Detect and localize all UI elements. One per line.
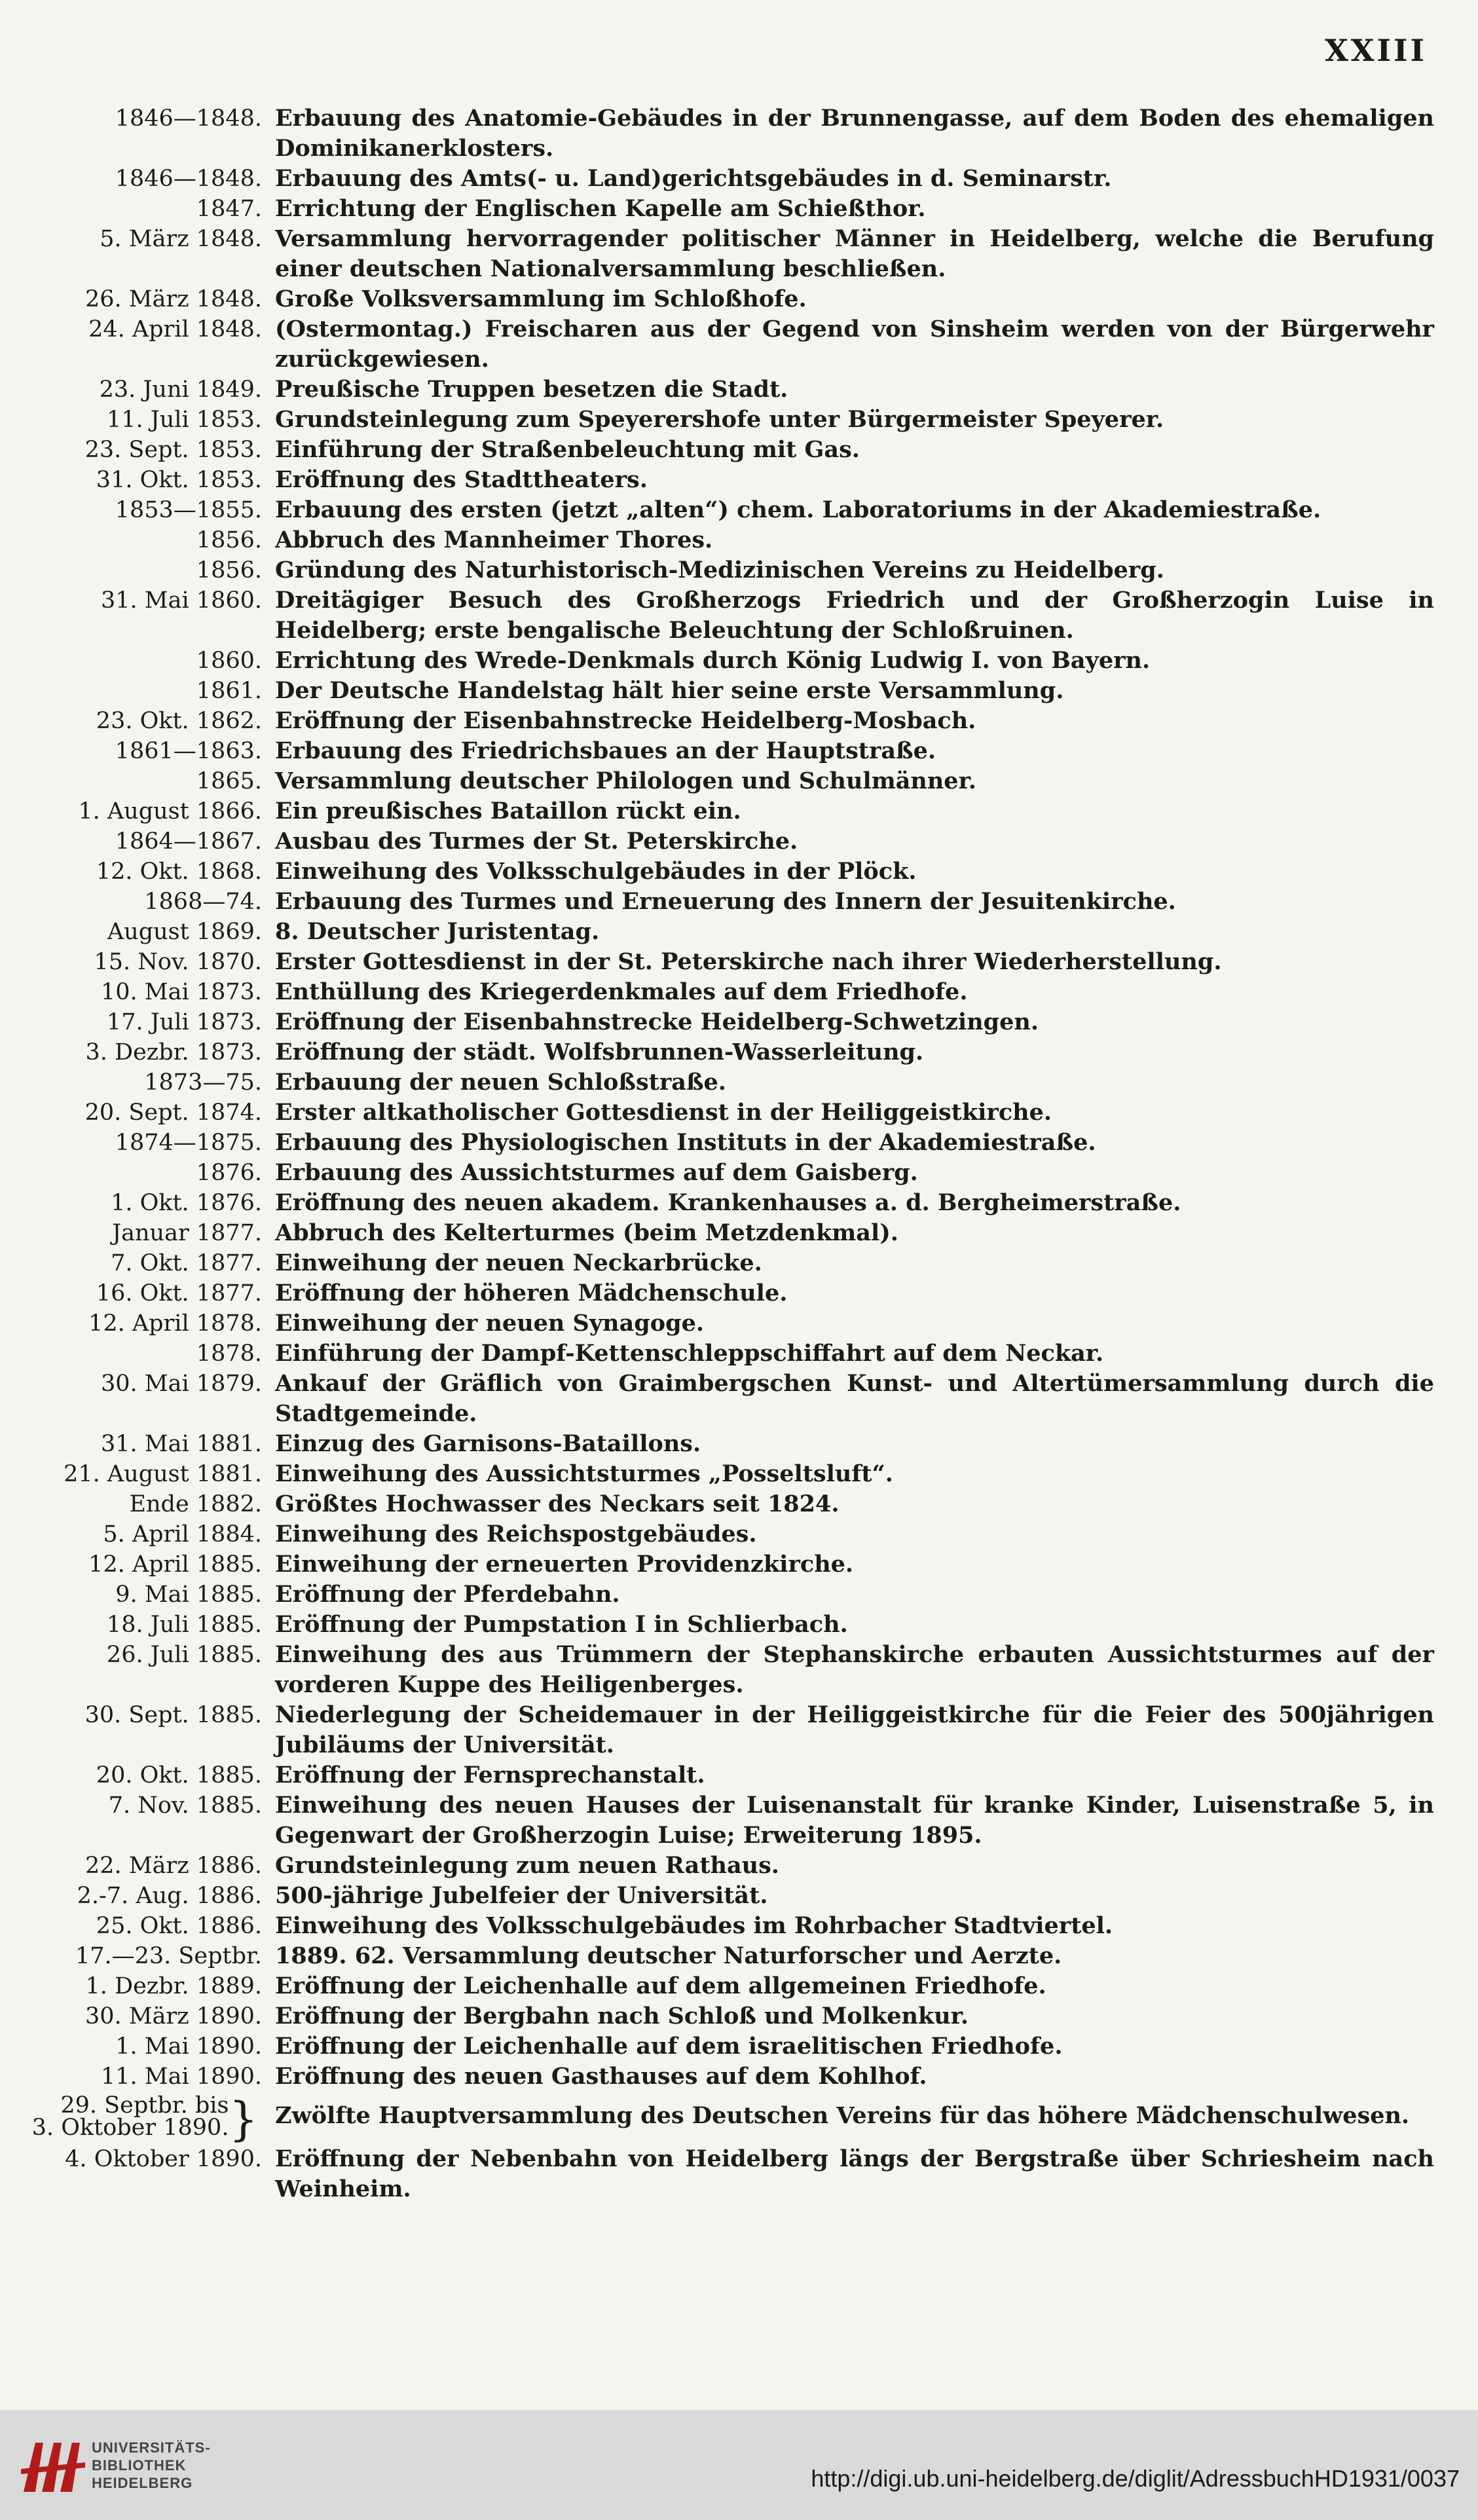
- chronology-entry: [26, 555, 1434, 585]
- entry-date: 31. Okt. 1853.: [96, 467, 262, 493]
- entry-date: 11. Juli 1853.: [106, 407, 262, 433]
- chronology-entry: [26, 103, 1434, 164]
- entry-text: Versammlung deutscher Philologen und Schulmänner.: [275, 768, 976, 794]
- entry-text: Eröffnung der Pferdebahn.: [275, 1581, 620, 1608]
- entry-text: Eröffnung des neuen Gasthauses auf dem Kohlhof.: [275, 2063, 927, 2090]
- entry-text: Erbauung des Friedrichsbaues an der Hauptstraße.: [275, 737, 936, 764]
- entry-text: Versammlung hervorragender politischer Männer in Heidelberg, welche die Berufung einer deutschen Nationalversammlung beschließen.: [275, 225, 1434, 282]
- entry-date: 3. Dezbr. 1873.: [85, 1039, 262, 1065]
- entry-text: Einweihung des Volksschulgebäudes in der Plöck.: [275, 858, 917, 885]
- entry-date: 1. Mai 1890.: [115, 2033, 262, 2060]
- entry-text: Eröffnung der Pumpstation I in Schlierbach.: [275, 1611, 848, 1638]
- chronology-entry: [26, 1459, 1434, 1489]
- chronology-entry: [26, 1308, 1434, 1339]
- chronology-entry: [26, 917, 1434, 947]
- entry-date: 17.—23. Septbr.: [75, 1943, 262, 1969]
- entry-date: 23. Okt. 1862.: [96, 708, 262, 734]
- entry-text: Grundsteinlegung zum Speyerershofe unter Bürgermeister Speyerer.: [275, 406, 1164, 433]
- entry-text: Einführung der Dampf-Kettenschleppschiffahrt auf dem Neckar.: [275, 1340, 1104, 1367]
- chronology-entry: [26, 857, 1434, 887]
- chronology-entry: [26, 826, 1434, 857]
- entry-text: Erbauung des Aussichtsturmes auf dem Gaisberg.: [275, 1159, 918, 1186]
- entry-text: Erster altkatholischer Gottesdienst in der Heiliggeistkirche.: [275, 1099, 1052, 1126]
- footer-bar: [0, 2410, 1478, 2520]
- chronology-entry: [26, 284, 1434, 314]
- chronology-entry: [26, 2144, 1434, 2204]
- entry-date-end: 3. Oktober 1890.: [31, 2115, 229, 2141]
- entry-date: 1846—1848.: [115, 105, 262, 132]
- entry-date: 1873—75.: [144, 1069, 262, 1096]
- chronology-entry: [26, 1971, 1434, 2001]
- entry-text: Errichtung der Englischen Kapelle am Schießthor.: [275, 195, 926, 222]
- chronology-entry: [26, 1218, 1434, 1248]
- chronology-entry: [26, 1158, 1434, 1188]
- chronology-entry: [26, 676, 1434, 706]
- entry-text: (Ostermontag.) Freischaren aus der Gegend von Sinsheim werden von der Bürgerwehr zurückgewiesen.: [275, 316, 1434, 373]
- entry-text: Einweihung des Aussichtsturmes „Posseltsluft“.: [275, 1460, 893, 1487]
- chronology-entry: [26, 2001, 1434, 2031]
- entry-date: 26. März 1848.: [85, 286, 262, 312]
- chronology-entry: [26, 1881, 1434, 1911]
- entry-text: Eröffnung der Nebenbahn von Heidelberg längs der Bergstraße über Schriesheim nach Weinheim.: [275, 2145, 1434, 2202]
- chronology-entry: [26, 977, 1434, 1007]
- entry-text: Eröffnung der städt. Wolfsbrunnen-Wasserleitung.: [275, 1039, 924, 1065]
- chronology-entry: [26, 796, 1434, 826]
- entry-date: 1876.: [196, 1160, 262, 1186]
- chronology-entry: [26, 1188, 1434, 1218]
- chronology-entry: [26, 2062, 1434, 2092]
- source-url-link[interactable]: http://digi.ub.uni-heidelberg.de/diglit/AdressbuchHD1931/0037: [811, 2465, 1460, 2492]
- library-name-line: UNIVERSITÄTS-: [92, 2439, 211, 2456]
- entry-date-range: [26, 2092, 275, 2144]
- entry-text: Erbauung des Turmes und Erneuerung des Innern der Jesuitenkirche.: [275, 888, 1176, 915]
- entry-text: 500-jährige Jubelfeier der Universität.: [275, 1882, 768, 1909]
- chronology-entry: [26, 1369, 1434, 1429]
- entry-date: 1860.: [196, 648, 262, 674]
- entry-date: 1846—1848.: [115, 166, 262, 192]
- chronology-entry: [26, 1248, 1434, 1278]
- page-number: XXIII: [1325, 33, 1427, 68]
- chronology-entry: [26, 1278, 1434, 1308]
- chronology-entry: [26, 525, 1434, 555]
- chronology-entry: [26, 2031, 1434, 2062]
- entry-text: Einweihung der neuen Neckarbrücke.: [275, 1250, 762, 1276]
- chronology-entry: [26, 1489, 1434, 1519]
- entry-date: 5. April 1884.: [103, 1521, 262, 1547]
- entry-text: Eröffnung der Leichenhalle auf dem allgemeinen Friedhofe.: [275, 1973, 1046, 1999]
- entry-text: Einweihung der neuen Synagoge.: [275, 1310, 705, 1337]
- chronology-entry: [26, 1128, 1434, 1158]
- entry-text: Enthüllung des Kriegerdenkmales auf dem Friedhofe.: [275, 978, 968, 1005]
- chronology-entry: [26, 465, 1434, 495]
- entry-date: 30. Sept. 1885.: [84, 1702, 262, 1728]
- chronology-entry: [26, 1760, 1434, 1790]
- entry-text: 8. Deutscher Juristentag.: [275, 918, 600, 945]
- entry-date: 17. Juli 1873.: [106, 1009, 262, 1035]
- entry-date: 24. April 1848.: [88, 316, 262, 343]
- chronology-entry: [26, 1339, 1434, 1369]
- entry-text: Abbruch des Mannheimer Thores.: [275, 527, 713, 553]
- entry-text: Eröffnung des neuen akadem. Krankenhauses a. d. Bergheimerstraße.: [275, 1189, 1181, 1216]
- entry-text: Eröffnung der Eisenbahnstrecke Heidelberg-Mosbach.: [275, 707, 976, 734]
- entry-text: Grundsteinlegung zum neuen Rathaus.: [275, 1852, 779, 1879]
- entry-date: 1847.: [196, 196, 262, 222]
- entry-date: 1. Okt. 1876.: [111, 1190, 262, 1216]
- entry-date: 30. Mai 1879.: [100, 1371, 262, 1397]
- chronology-entry: [26, 435, 1434, 465]
- chronology-entry: [26, 736, 1434, 766]
- entry-date: 1861.: [196, 678, 262, 704]
- entry-text: Größtes Hochwasser des Neckars seit 1824.: [275, 1491, 840, 1517]
- entry-date: 20. Sept. 1874.: [84, 1100, 262, 1126]
- entry-text: Einweihung des Reichspostgebäudes.: [275, 1521, 757, 1547]
- entry-text: Einweihung der erneuerten Providenzkirche.: [275, 1551, 854, 1578]
- entry-date: 7. Nov. 1885.: [108, 1792, 262, 1819]
- entry-date: 9. Mai 1885.: [115, 1582, 262, 1608]
- entry-date: Ende 1882.: [129, 1491, 262, 1517]
- entry-date-start: 29. Septbr. bis: [60, 2092, 229, 2119]
- chronology-entry: [26, 1911, 1434, 1941]
- entry-date: 22. März 1886.: [85, 1853, 262, 1879]
- entry-text: Einweihung des Volksschulgebäudes im Rohrbacher Stadtviertel.: [275, 1912, 1113, 1939]
- entry-text: Gründung des Naturhistorisch-Medizinischen Vereins zu Heidelberg.: [275, 557, 1164, 584]
- entry-date: 12. April 1878.: [88, 1310, 262, 1337]
- chronology-entry: [26, 1098, 1434, 1128]
- entry-text: Eröffnung der Eisenbahnstrecke Heidelberg-Schwetzingen.: [275, 1009, 1039, 1035]
- entry-date: 23. Sept. 1853.: [84, 437, 262, 463]
- chronology-entry: [26, 706, 1434, 736]
- chronology-entry: [26, 947, 1434, 977]
- chronology-entry: [26, 1700, 1434, 1760]
- entry-date: 25. Okt. 1886.: [96, 1913, 262, 1939]
- chronology-entry: [26, 405, 1434, 435]
- entry-text: Ausbau des Turmes der St. Peterskirche.: [275, 828, 798, 855]
- chronology-entry: [26, 1851, 1434, 1881]
- chronology-entry: [26, 314, 1434, 375]
- entry-text: Erster Gottesdienst in der St. Peterskirche nach ihrer Wiederherstellung.: [275, 948, 1222, 975]
- chronology-entry: [26, 495, 1434, 525]
- entry-text: Erbauung des Anatomie-Gebäudes in der Brunnengasse, auf dem Boden des ehemaligen Dominikanerklosters.: [275, 105, 1434, 162]
- entry-date: August 1869.: [107, 919, 262, 945]
- entry-date: 1868—74.: [144, 889, 262, 915]
- entry-date: 21. August 1881.: [64, 1461, 262, 1487]
- entry-date: 11. Mai 1890.: [100, 2064, 262, 2090]
- entry-date: 1864—1867.: [115, 828, 262, 855]
- entry-date: 4. Oktober 1890.: [65, 2146, 262, 2172]
- entry-date: 12. April 1885.: [88, 1551, 262, 1578]
- entry-date: 20. Okt. 1885.: [96, 1762, 262, 1788]
- entry-text: Ankauf der Gräflich von Graimbergschen Kunst- und Altertümersammlung durch die Stadtgemeinde.: [275, 1370, 1434, 1427]
- entry-text: Einweihung des aus Trümmern der Stephanskirche erbauten Aussichtsturmes auf der vorderen Kuppe des Heiligenberges.: [275, 1641, 1434, 1698]
- entry-date: 10. Mai 1873.: [100, 979, 262, 1005]
- entry-text: Zwölfte Hauptversammlung des Deutschen Vereins für das höhere Mädchenschulwesen.: [275, 2102, 1410, 2129]
- entry-text: Erbauung der neuen Schloßstraße.: [275, 1069, 726, 1096]
- entry-date: 31. Mai 1860.: [100, 587, 262, 614]
- chronology-entry: [26, 646, 1434, 676]
- chronology-entry: [26, 1580, 1434, 1610]
- entry-date: 5. März 1848.: [100, 226, 262, 252]
- entry-date: 1. Dezbr. 1889.: [85, 1973, 262, 1999]
- entry-text: Einführung der Straßenbeleuchtung mit Gas.: [275, 436, 860, 463]
- entry-text: Abbruch des Kelterturmes (beim Metzdenkmal).: [275, 1219, 898, 1246]
- entry-text: Ein preußisches Bataillon rückt ein.: [275, 798, 741, 825]
- entry-date: 18. Juli 1885.: [106, 1612, 262, 1638]
- entry-date: 23. Juni 1849.: [99, 377, 262, 403]
- entry-text: Erbauung des Physiologischen Instituts in der Akademiestraße.: [275, 1129, 1096, 1156]
- chronology-entry: [26, 887, 1434, 917]
- entry-text: Der Deutsche Handelstag hält hier seine erste Versammlung.: [275, 677, 1064, 704]
- entry-date: 1865.: [196, 768, 262, 794]
- chronology-entry: [26, 375, 1434, 405]
- entry-text: Errichtung des Wrede-Denkmals durch König Ludwig I. von Bayern.: [275, 647, 1151, 674]
- entry-text: Eröffnung der Fernsprechanstalt.: [275, 1762, 705, 1788]
- entry-text: Preußische Truppen besetzen die Stadt.: [275, 376, 788, 403]
- university-library-logo-icon: [17, 2430, 89, 2502]
- chronology-entry: [26, 1067, 1434, 1098]
- chronology-entry: [26, 1519, 1434, 1549]
- chronology-entry: [26, 194, 1434, 224]
- entry-date: 1878.: [196, 1341, 262, 1367]
- entry-text: Erbauung des Amts(- u. Land)gerichtsgebäudes in d. Seminarstr.: [275, 165, 1112, 192]
- entry-date: 1856.: [196, 557, 262, 584]
- chronology-entry: [26, 766, 1434, 796]
- entry-text: 1889. 62. Versammlung deutscher Naturforscher und Aerzte.: [275, 1942, 1062, 1969]
- entry-text: Einweihung des neuen Hauses der Luisenanstalt für kranke Kinder, Luisenstraße 5, in Gegenwart der Großherzogin Luise; Erweiterung 1895.: [275, 1792, 1434, 1849]
- chronology-entry: [26, 1037, 1434, 1067]
- entry-date: 1861—1863.: [115, 738, 262, 764]
- chronology-entry: [26, 1007, 1434, 1037]
- entry-text: Dreitägiger Besuch des Großherzogs Friedrich und der Großherzogin Luise in Heidelberg; erste bengalische Beleuchtung der Schloßruinen.: [275, 587, 1434, 644]
- entry-date: 2.-7. Aug. 1886.: [77, 1883, 262, 1909]
- library-name-line: BIBLIOTHEK: [92, 2457, 187, 2474]
- chronology-entry: [26, 164, 1434, 194]
- brace-icon: }: [229, 2092, 258, 2146]
- chronology-entry: [26, 224, 1434, 284]
- entry-text: Eröffnung des Stadttheaters.: [275, 466, 648, 493]
- chronology-entry: [26, 1790, 1434, 1851]
- chronology-entry-range: [26, 2092, 1434, 2144]
- entry-date: 30. März 1890.: [85, 2003, 262, 2029]
- chronology-entry: [26, 1549, 1434, 1580]
- entry-text: Erbauung des ersten (jetzt „alten“) chem. Laboratoriums in der Akademiestraße.: [275, 496, 1321, 523]
- entry-text: Eröffnung der höheren Mädchenschule.: [275, 1280, 788, 1306]
- entry-date: Januar 1877.: [112, 1220, 262, 1246]
- chronology-list: [26, 103, 1434, 2204]
- entry-text: Eröffnung der Bergbahn nach Schloß und Molkenkur.: [275, 2003, 969, 2029]
- entry-text: Eröffnung der Leichenhalle auf dem israelitischen Friedhofe.: [275, 2033, 1063, 2060]
- chronology-entry: [26, 1941, 1434, 1971]
- chronology-entry: [26, 1610, 1434, 1640]
- entry-text: Einzug des Garnisons-Bataillons.: [275, 1430, 701, 1457]
- entry-date: 1874—1875.: [115, 1130, 262, 1156]
- entry-date: 1853—1855.: [115, 497, 262, 523]
- entry-date: 26. Juli 1885.: [106, 1642, 262, 1668]
- entry-date: 16. Okt. 1877.: [96, 1280, 262, 1306]
- entry-date: 7. Okt. 1877.: [111, 1250, 262, 1276]
- entry-text: Große Volksversammlung im Schloßhofe.: [275, 286, 807, 312]
- chronology-entry: [26, 585, 1434, 646]
- entry-date: 15. Nov. 1870.: [94, 949, 262, 975]
- entry-date: 31. Mai 1881.: [100, 1431, 262, 1457]
- chronology-entry: [26, 1429, 1434, 1459]
- library-name: [92, 2439, 211, 2492]
- library-name-line: HEIDELBERG: [92, 2475, 193, 2491]
- entry-text: Niederlegung der Scheidemauer in der Heiliggeistkirche für die Feier des 500jährigen Jubiläums der Universität.: [275, 1701, 1434, 1758]
- chronology-entry: [26, 1640, 1434, 1700]
- entry-date: 12. Okt. 1868.: [96, 859, 262, 885]
- entry-date: 1. August 1866.: [78, 798, 262, 825]
- entry-date: 1856.: [196, 527, 262, 553]
